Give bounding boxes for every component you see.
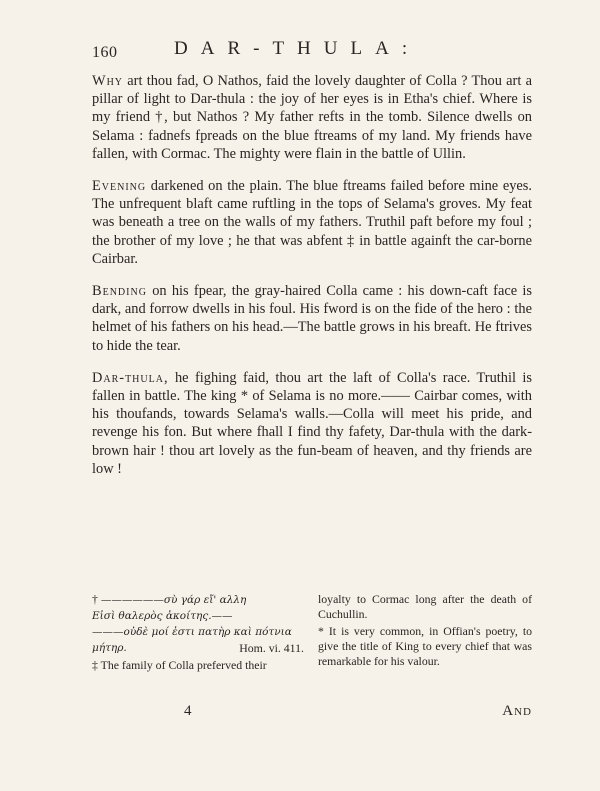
paragraph (92, 177, 532, 268)
signature-mark: 4 (184, 703, 192, 719)
footnotes-right-column (318, 592, 532, 671)
paragraph-text: on his fpear, the gray-haired Colla came : his down-caft face is dark, and forrow dwells in his foul. His fword is on the fide of the hero : the helmet of his fathers on his head.—The battle grows in his breaft. He ftrives to hide the tear. (92, 283, 532, 354)
paragraph-lead: Evening (92, 178, 147, 195)
catchword: And (502, 703, 532, 719)
running-head: DAR-THULA: (174, 38, 421, 59)
footnote-citation: Hom. vi. 411. (239, 641, 304, 655)
paragraph (92, 72, 532, 163)
greek-line: ———οὐδὲ μοί ἐστι πατὴρ καὶ πότνια (92, 626, 292, 638)
paragraph-text: he fighing faid, thou art the laft of Colla's race. Truthil is fallen in battle. The king * of Selama is no more.—— Cairbar comes, with his thoufands, towards Selama's walls.—Colla will meet his pride, and revenge his fon. But where fhall I find thy fafety, Dar-thula with the dark-brown hair ! thou art lovely as the fun-beam of heaven, and thy friends are low ! (92, 369, 532, 477)
paragraph-lead: Why (92, 73, 124, 89)
page-header (92, 38, 532, 64)
paragraph (92, 282, 532, 355)
footnote-mark: † (92, 592, 98, 606)
footnotes-left-column (92, 592, 304, 675)
paragraph (92, 369, 532, 478)
footnote: ‡ The family of Colla preferved their (92, 658, 267, 672)
catchword-row (92, 703, 532, 723)
page-number: 160 (92, 44, 118, 61)
greek-line: ——————σὺ γάρ εἴ' αλλη (100, 594, 247, 606)
paragraph-text: darkened on the plain. The blue ftreams failed before mine eyes. The unfrequent blaft came ruftling in the tops of Selama's groves. My feat was beneath a tree on the walls of my fathers. Truthil paft before my foul ; the brother of my love ; he that was abfent ‡ in battle againft the car-borne Cairbar. (92, 178, 532, 267)
footnote-greek-quote (92, 592, 304, 656)
paragraph-lead: Dar-thula, (92, 369, 169, 386)
body-text (92, 72, 532, 492)
paragraph-lead: Bending (92, 283, 147, 300)
paragraph-text: art thou fad, O Nathos, faid the lovely daughter of Colla ? Thou art a pillar of light to Dar-thula : the joy of her eyes is in Etha's chief. Where is my friend †, but Nathos ? My father refts in the tomb. Silence dwells on Selama : fadnefs fpreads on the blue ftreams of my land. My friends have fallen, with Cormac. The mighty were flain in the battle of Ullin. (92, 73, 532, 162)
greek-line: μήτηρ. (92, 642, 127, 654)
footnote-continuation: loyalty to Cormac long after the death of Cuchullin. (318, 592, 532, 621)
greek-line: Εἰσὶ θαλερὸς ἀκοίτης.—— (92, 610, 233, 622)
footnote: * It is very common, in Offian's poetry, to give the title of King to every chief that was remarkable for his valour. (318, 624, 532, 668)
